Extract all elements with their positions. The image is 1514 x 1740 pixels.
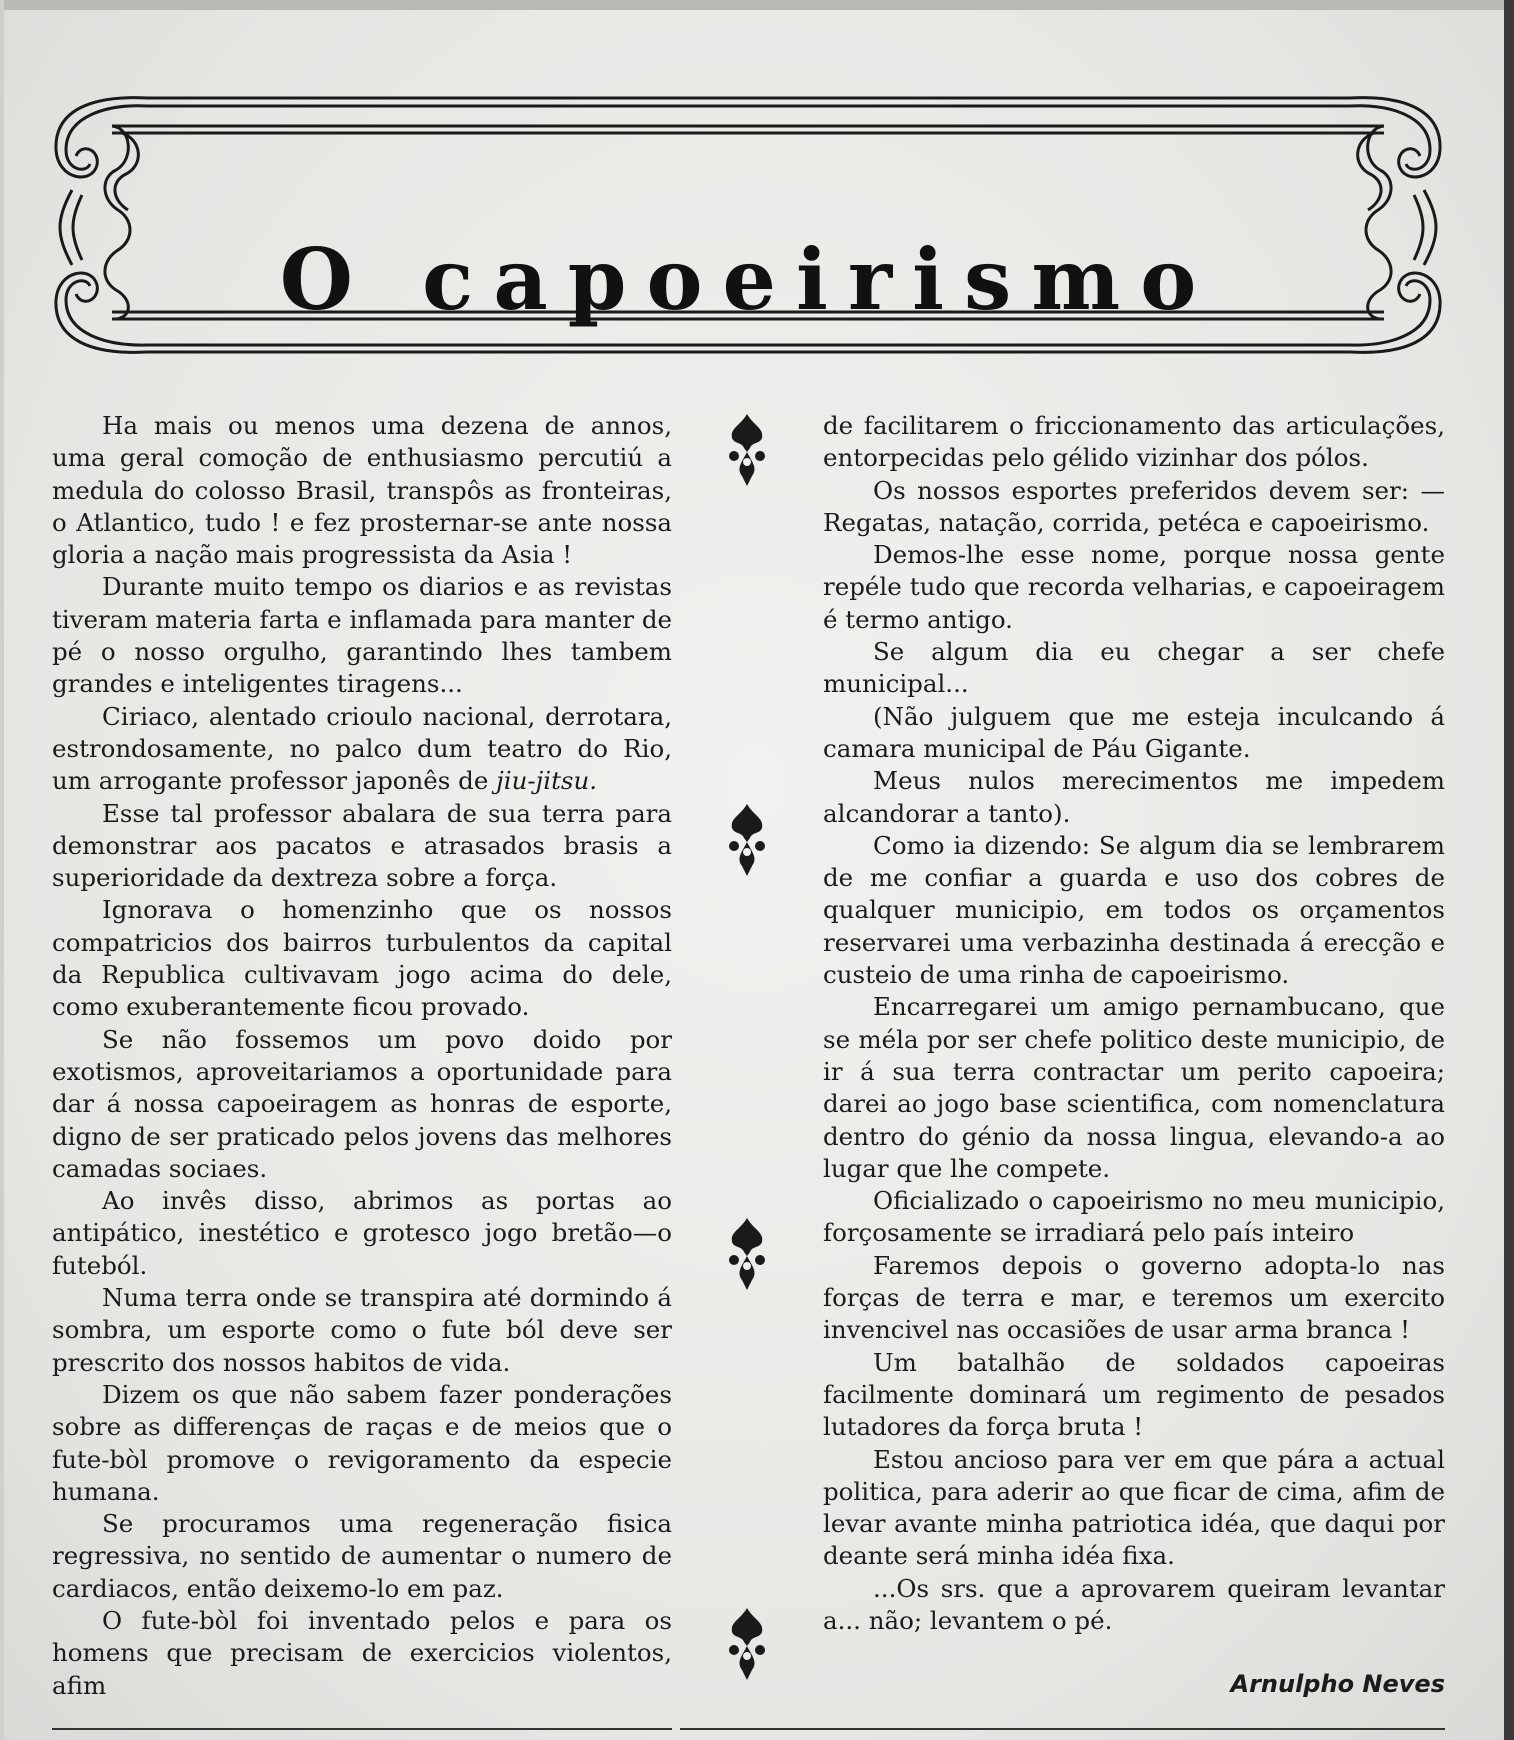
author-signature: Arnulpho Neves bbox=[1230, 1670, 1445, 1698]
title-banner bbox=[52, 70, 1444, 380]
paragraph: O fute-bòl foi inventado pelos e para os homens que precisam de exercicios violentos, afim bbox=[52, 1605, 672, 1700]
paragraph: Como ia dizendo: Se algum dia se lembrarem de me confiar a guarda e uso dos cobres de qualquer municipio, em todos os orçamentos reservarei uma verbazinha destinada á erecção e custeio de uma rinha de capoeirismo. bbox=[823, 830, 1445, 990]
fleuron-ornament-icon bbox=[722, 1216, 772, 1292]
paragraph: Se algum dia eu chegar a ser chefe municipal... bbox=[823, 637, 1445, 699]
paragraph: Demos-lhe esse nome, porque nossa gente repéle tudo que recorda velharias, e capoeiragem é termo antigo. bbox=[823, 540, 1445, 634]
paragraph: (Não julguem que me esteja inculcando á camara municipal de Páu Gigante. bbox=[823, 701, 1445, 763]
column-bottom-rule bbox=[52, 1728, 672, 1730]
paragraph: Numa terra onde se transpira até dormindo á sombra, um esporte como o fute ból deve ser prescrito dos nossos habitos de vida. bbox=[52, 1283, 672, 1377]
fleuron-ornament-icon bbox=[722, 1606, 772, 1682]
paragraph: ...Os srs. que a aprovarem queiram levantar a... não; levantem o pé. bbox=[823, 1573, 1445, 1635]
continued-paragraph: de facilitarem o friccionamento das articulações, entorpecidas pelo gélido vizinhar dos pólos. bbox=[823, 411, 1445, 473]
paragraph: Se procuramos uma regeneração fisica regressiva, no sentido de aumentar o numero de cardiacos, então deixemo-lo em paz. bbox=[52, 1509, 672, 1603]
column-bottom-rule bbox=[680, 1728, 1445, 1730]
italic-term: jiu-jitsu. bbox=[496, 766, 598, 796]
paragraph: Oficializado o capoeirismo no meu municipio, forçosamente se irradiará pelo país inteiro bbox=[823, 1186, 1445, 1248]
article-title: O capoeirismo bbox=[279, 230, 1217, 329]
paragraph: Durante muito tempo os diarios e as revistas tiveram materia farta e inflamada para manter de pé o nosso orgulho, garantindo lhes tambem grandes e inteligentes tiragens... bbox=[52, 572, 672, 699]
paragraph: Os nossos esportes preferidos devem ser: —Regatas, natação, corrida, petéca e capoeirismo. bbox=[823, 475, 1445, 537]
paragraph: Ignorava o homenzinho que os nossos compatricios dos bairros turbulentos da capital da Republica cultivavam jogo acima do dele, como exuberantemente ficou provado. bbox=[52, 895, 672, 1022]
paragraph: Encarregarei um amigo pernambucano, que se méla por ser chefe politico deste municipio, de ir á sua terra contractar um perito capoeira; darei ao jogo base scientifica, com nomenclatura dentro do génio da nossa lingua, elevando-a ao lugar que lhe compete. bbox=[823, 992, 1445, 1183]
paragraph: Um batalhão de soldados capoeiras facilmente dominará um regimento de pesados lutadores da força bruta ! bbox=[823, 1347, 1445, 1442]
paragraph: Ha mais ou menos uma dezena de annos, uma geral comoção de enthusiasmo percutiú a medula do colosso Brasil, transpôs as fronteiras, o Atlantico, tudo ! e fez prosternar-se ante nossa gloria a nação mais progressista da Asia ! bbox=[52, 411, 672, 570]
fleuron-ornament-icon bbox=[722, 412, 772, 488]
page-top-edge bbox=[0, 0, 1514, 10]
ornamental-frame-icon bbox=[52, 70, 1444, 380]
paragraph-text: Ciriaco, alentado crioulo nacional, derrotara, estrondosamente, no palco dum teatro do Rio, um arrogante professor japonês de bbox=[52, 701, 672, 796]
page-left-edge bbox=[0, 0, 4, 1740]
paragraph: Esse tal professor abalara de sua terra para demonstrar aos pacatos e atrasados brasis a superioridade da dextreza sobre a força. bbox=[52, 798, 672, 893]
page-right-edge bbox=[1504, 0, 1514, 1740]
paragraph: Se não fossemos um povo doido por exotismos, aproveitariamos a oportunidade para dar á nossa capoeiragem as honras de esporte, digno de ser praticado pelos jovens das melhores camadas sociaes. bbox=[52, 1024, 672, 1183]
fleuron-ornament-icon bbox=[722, 802, 772, 878]
paragraph: Faremos depois o governo adopta-lo nas forças de terra e mar, e teremos um exercito invencivel nas occasiões de usar arma branca ! bbox=[823, 1250, 1445, 1345]
left-column bbox=[52, 410, 672, 1702]
paragraph: Ao invês disso, abrimos as portas ao antipático, inestético e grotesco jogo bretão—o futeból. bbox=[52, 1186, 672, 1280]
paragraph: Dizem os que não sabem fazer ponderações sobre as differenças de raças e de meios que o fute-bòl promove o revigoramento da especie humana. bbox=[52, 1379, 672, 1506]
paragraph: Estou ancioso para ver em que pára a actual politica, para aderir ao que ficar de cima, afim de levar avante minha patriotica idéa, que daqui por deante será minha idéa fixa. bbox=[823, 1444, 1445, 1571]
paragraph: Meus nulos merecimentos me impedem alcandorar a tanto). bbox=[823, 766, 1445, 828]
paragraph bbox=[52, 701, 672, 798]
right-column bbox=[823, 410, 1445, 1637]
